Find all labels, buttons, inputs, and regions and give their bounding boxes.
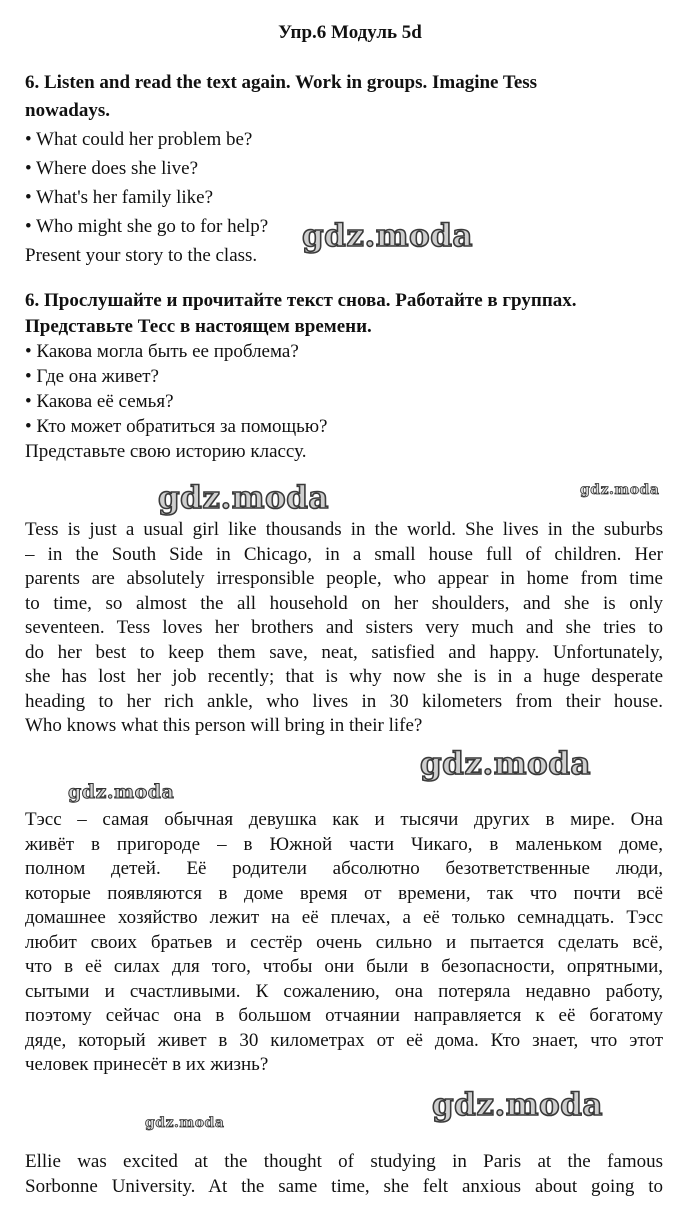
task-ru-bullet: • Где она живет?: [25, 366, 159, 387]
next-text-paragraph: [25, 1150, 663, 1199]
story-en-paragraph: [25, 518, 663, 739]
story-ru-line: человек принесёт в их жизнь?: [25, 1054, 269, 1075]
story-en-line: she has lost her job recently; that is why now she is in a huge desperate: [25, 666, 663, 687]
story-ru-line: поэтому сейчас она в большом отчаянии направляется к её богатому: [25, 1005, 663, 1026]
task-ru-closing: Представьте свою историю классу.: [25, 441, 307, 462]
task-en-bullet: • Who might she go to for help?: [25, 216, 269, 237]
task-en-bullet: • What's her family like?: [25, 187, 214, 208]
story-en-line: seventeen. Tess loves her brothers and sisters very much and she tries to: [25, 617, 663, 638]
task-ru-bullet: • Кто может обратиться за помощью?: [25, 416, 328, 437]
story-ru-line: полном детей. Её родители абсолютно безответственные люди,: [25, 858, 663, 879]
task-en-bullet: • Where does she live?: [25, 158, 199, 179]
story-en-line: – in the South Side in Chicago, in a small house full of children. Her: [25, 543, 663, 565]
next-text-line: Sorbonne University. At the same time, she felt anxious about going to: [25, 1175, 663, 1197]
next-text-line: Ellie was excited at the thought of studying in Paris at the famous: [25, 1151, 663, 1172]
story-ru-line: которые появляются в доме время от времени, так что почти всё: [25, 882, 663, 904]
story-ru-line: Тэсс – самая обычная девушка как и тысячи других в мире. Она: [25, 809, 663, 830]
story-ru-line: живёт в пригороде – в Южной части Чикаго, в маленьком доме,: [25, 833, 663, 855]
story-en-line: to time, so almost the all household on her shoulders, and she is only: [25, 592, 663, 614]
watermark-logo: gdz.moda: [158, 480, 329, 516]
story-en-line: parents are absolutely irresponsible people, who appear in home from time: [25, 568, 663, 589]
story-ru-line: что в её силах для того, чтобы они были в безопасности, опрятными,: [25, 956, 663, 977]
task-en-heading-line1: 6. Listen and read the text again. Work in groups. Imagine Tess: [25, 72, 538, 93]
story-ru-line: дяде, который живет в 30 километрах от её дома. Кто знает, что этот: [25, 1029, 663, 1051]
task-en-bullet: • What could her problem be?: [25, 129, 253, 150]
task-ru-bullet: • Какова могла быть ее проблема?: [25, 341, 299, 362]
task-ru-heading-line1: 6. Прослушайте и прочитайте текст снова. Работайте в группах.: [25, 290, 577, 311]
watermark-logo: gdz.moda: [302, 218, 473, 254]
page-title: Упр.6 Модуль 5d: [278, 22, 422, 43]
story-ru-line: сытыми и счастливыми. К сожалению, она потеряла недавно работу,: [25, 980, 663, 1002]
task-en-heading-line2: nowadays.: [25, 100, 110, 121]
story-en-line: Tess is just a usual girl like thousands in the world. She lives in the suburbs: [25, 519, 663, 540]
task-ru-bullet: • Какова её семья?: [25, 391, 174, 412]
watermark-logo: gdz.moda: [420, 746, 591, 782]
watermark-logo: gdz.moda: [68, 781, 175, 803]
story-ru-line: любит своих братьев и сестёр очень сильно и пытается сделать всё,: [25, 931, 663, 953]
story-ru-paragraph: [25, 808, 663, 1078]
task-en-closing: Present your story to the class.: [25, 245, 258, 266]
story-en-line: do her best to keep them save, neat, satisfied and happy. Unfortunately,: [25, 641, 663, 663]
story-en-line: Who knows what this person will bring in their life?: [25, 715, 423, 736]
watermark-logo: gdz.moda: [145, 1115, 225, 1131]
watermark-logo: gdz.moda: [580, 482, 660, 498]
task-ru-heading-line2: Представьте Тесс в настоящем времени.: [25, 316, 372, 337]
watermark-logo: gdz.moda: [432, 1087, 603, 1123]
story-ru-line: домашнее хозяйство лежит на её плечах, а её только семнадцать. Тэсс: [25, 907, 663, 928]
story-en-line: heading to her rich ankle, who lives in 30 kilometers from their house.: [25, 690, 663, 712]
